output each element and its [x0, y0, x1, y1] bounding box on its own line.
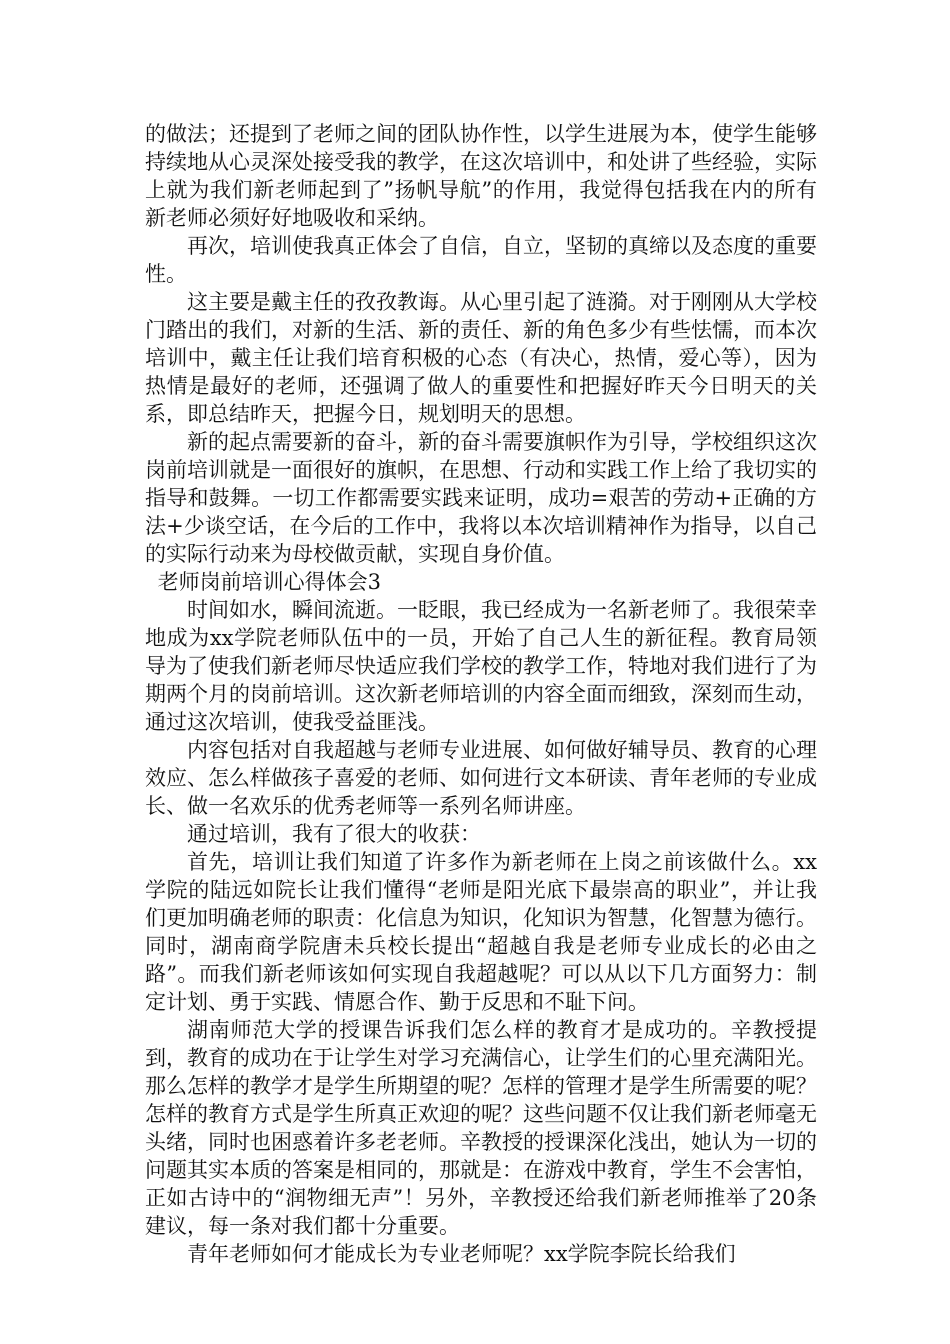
paragraph: 这主要是戴主任的孜孜教诲。从心里引起了涟漪。对于刚刚从大学校门踏出的我们，对新的生活、新的责任、新的角色多少有些怯懦，而本次培训中，戴主任让我们培育积极的心态（有决心，热情，爱心等），因为热情是最好的老师，还强调了做人的重要性和把握好昨天今日明天的关系，即总结昨天，把握今日，规划明天的思想。	[145, 290, 817, 426]
paragraph: 内容包括对自我超越与老师专业进展、如何做好辅导员、教育的心理效应、怎么样做孩子喜爱的老师、如何进行文本研读、青年老师的专业成长、做一名欢乐的优秀老师等一系列名师讲座。	[145, 738, 817, 818]
paragraph-continued: 的做法；还提到了老师之间的团队协作性，以学生进展为本，使学生能够持续地从心灵深处接受我的教学，在这次培训中，和处讲了些经验，实际上就为我们新老师起到了”扬帆导航”的作用，我觉得包括我在内的所有新老师必须好好地吸收和采纳。	[145, 122, 817, 230]
section-heading: 老师岗前培训心得体会3	[157, 570, 381, 594]
paragraph: 时间如水，瞬间流逝。一眨眼，我已经成为一名新老师了。我很荣幸地成为xx学院老师队伍中的一员，开始了自己人生的新征程。教育局领导为了使我们新老师尽快适应我们学校的教学工作，特地对我们进行了为期两个月的岗前培训。这次新老师培训的内容全面而细致，深刻而生动，通过这次培训，使我受益匪浅。	[145, 598, 817, 734]
paragraph: 通过培训，我有了很大的收获：	[187, 822, 481, 846]
paragraph: 新的起点需要新的奋斗，新的奋斗需要旗帜作为引导，学校组织这次岗前培训就是一面很好的旗帜，在思想、行动和实践工作上给了我切实的指导和鼓舞。一切工作都需要实践来证明，成功=艰苦的劳动+正确的方法+少谈空话，在今后的工作中，我将以本次培训精神作为指导，以自己的实际行动来为母校做贡献，实现自身价值。	[145, 430, 817, 566]
paragraph: 湖南师范大学的授课告诉我们怎么样的教育才是成功的。辛教授提到，教育的成功在于让学生对学习充满信心，让学生们的心里充满阳光。那么怎样的教学才是学生所期望的呢？怎样的管理才是学生所需要的呢？怎样的教育方式是学生所真正欢迎的呢？这些问题不仅让我们新老师毫无头绪，同时也困惑着许多老老师。辛教授的授课深化浅出，她认为一切的问题其实本质的答案是相同的，那就是：在游戏中教育，学生不会害怕，正如古诗中的“润物细无声”！另外，辛教授还给我们新老师推举了20条建议，每一条对我们都十分重要。	[145, 1018, 817, 1238]
paragraph: 首先，培训让我们知道了许多作为新老师在上岗之前该做什么。xx学院的陆远如院长让我们懂得“老师是阳光底下最崇高的职业”，并让我们更加明确老师的职责：化信息为知识，化知识为智慧，化智慧为德行。同时，湖南商学院唐未兵校长提出“超越自我是老师专业成长的必由之路”。而我们新老师该如何实现自我超越呢？可以从以下几方面努力：制定计划、勇于实践、情愿合作、勤于反思和不耻下问。	[145, 850, 817, 1014]
document-page	[145, 120, 817, 1268]
paragraph: 再次，培训使我真正体会了自信，自立，坚韧的真缔以及态度的重要性。	[145, 234, 817, 286]
paragraph: 青年老师如何才能成长为专业老师呢？xx学院李院长给我们	[187, 1242, 736, 1266]
